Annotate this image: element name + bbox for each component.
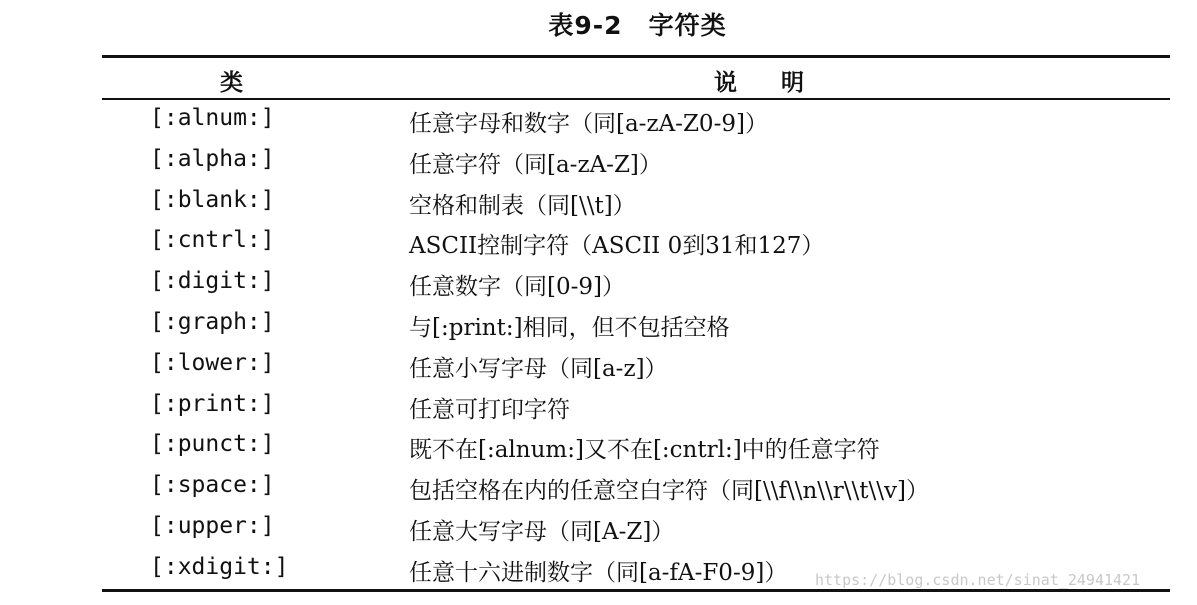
class-description: 与[:print:]相同，但不包括空格: [409, 314, 730, 341]
table-row: [0, 101, 1197, 142]
class-description: 任意十六进制数字（同[a-fA-F0-9]）: [409, 559, 788, 586]
class-description: 既不在[:alnum:]又不在[:cntrl:]中的任意字符: [409, 437, 880, 464]
class-description: ASCII控制字符（ASCII 0到31和127）: [409, 233, 825, 260]
header-class: 类: [220, 70, 243, 96]
class-description: 任意大写字母（同[A-Z]）: [409, 518, 675, 545]
table-row: [0, 427, 1197, 468]
table-row: [0, 346, 1197, 387]
class-description: 任意字母和数字（同[a-zA-Z0-9]）: [409, 111, 768, 137]
class-name: [:punct:]: [150, 431, 275, 458]
class-description: 空格和制表（同[\\t]）: [409, 192, 636, 219]
class-name: [:upper:]: [150, 512, 275, 539]
class-name: [:graph:]: [150, 308, 275, 335]
table-row: [0, 264, 1197, 305]
class-description: 任意可打印字符: [409, 396, 570, 423]
header-rule: [102, 98, 1170, 100]
bottom-rule: [102, 589, 1170, 592]
table-row: [0, 183, 1197, 224]
class-name: [:alpha:]: [150, 145, 275, 172]
watermark-text: https://blog.csdn.net/sinat_24941421: [815, 571, 1141, 589]
table-row: [0, 509, 1197, 550]
table-row: [0, 468, 1197, 509]
table-row: [0, 223, 1197, 264]
class-name: [:alnum:]: [150, 105, 275, 131]
class-name: [:space:]: [150, 472, 275, 499]
top-rule: [102, 55, 1170, 58]
table-body: [0, 101, 1197, 591]
class-name: [:cntrl:]: [150, 227, 275, 254]
class-description: 任意小写字母（同[a-z]）: [409, 355, 668, 382]
header-description: 说明: [714, 70, 848, 96]
class-description: 包括空格在内的任意空白字符（同[\\f\\n\\r\\t\\v]）: [409, 478, 929, 505]
class-name: [:xdigit:]: [150, 553, 289, 580]
table-row: [0, 305, 1197, 346]
table-row: [0, 142, 1197, 183]
class-description: 任意字符（同[a-zA-Z]）: [409, 151, 662, 178]
class-name: [:print:]: [150, 390, 275, 417]
class-name: [:blank:]: [150, 186, 275, 213]
table-row: [0, 387, 1197, 428]
class-description: 任意数字（同[0-9]）: [409, 274, 625, 301]
table-title: 表9-2 字符类: [548, 11, 727, 40]
class-name: [:lower:]: [150, 349, 275, 376]
class-name: [:digit:]: [150, 268, 275, 295]
